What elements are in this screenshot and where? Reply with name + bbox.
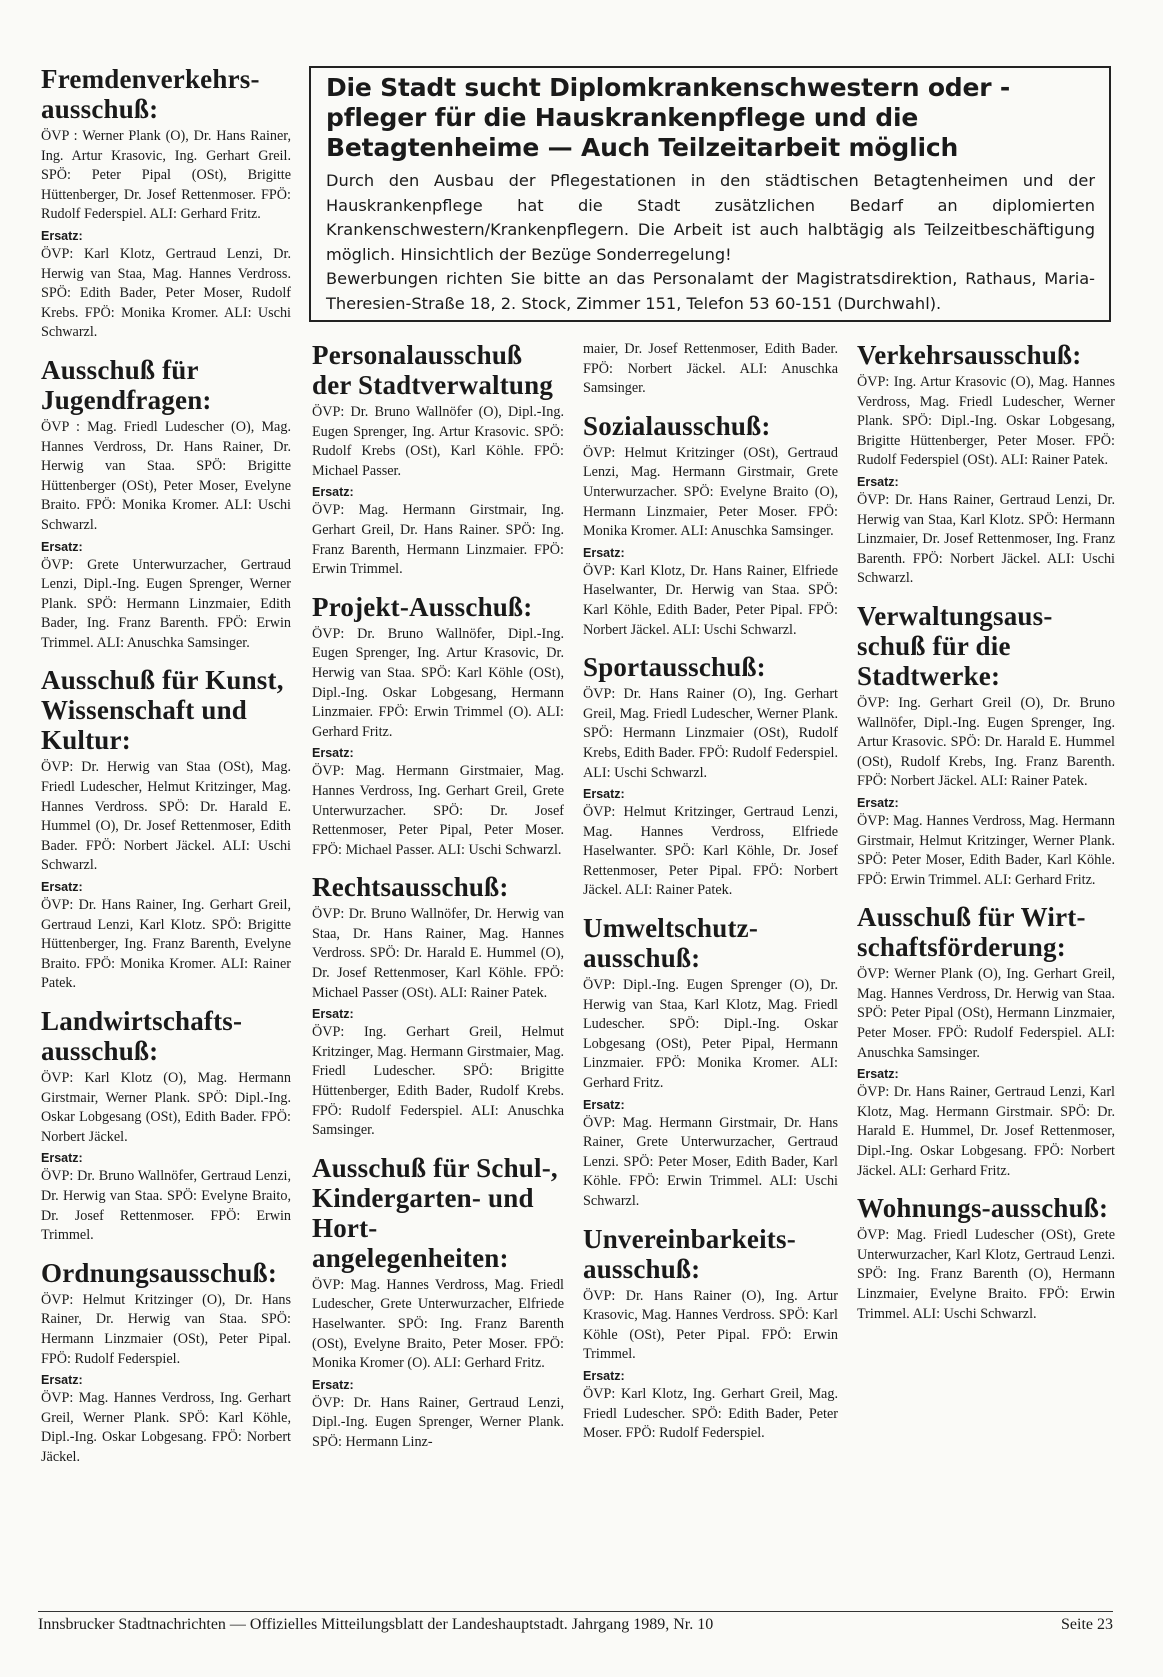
committee-section (41, 355, 291, 654)
footer-rule (38, 1611, 1113, 1612)
committee-section (41, 1258, 291, 1468)
ersatz-members: ÖVP: Mag. Hermann Girstmair, Dr. Hans Rainer, Grete Unterwurzacher, Gertraud Lenzi. SPÖ: Peter Moser, Edith Bader, Karl Köhle. FPÖ: Erwin Trimmel. ALI: Uschi Schwarzl. (583, 1114, 838, 1209)
ersatz-members: ÖVP: Karl Klotz, Ing. Gerhart Greil, Mag. Friedl Ludescher. SPÖ: Edith Bader, Peter Moser. FPÖ: Rudolf Federspiel. (583, 1385, 838, 1442)
committee-members: ÖVP: Dr. Bruno Wallnöfer, Dr. Herwig van Staa, Dr. Hans Rainer, Mag. Hannes Verdross. SPÖ: Dr. Harald E. Hummel (O), Dr. Josef Rettenmoser, Karl Köhle. FPÖ: Michael Passer (OSt). ALI: Rainer Patek. (312, 906, 564, 1001)
committee-members: ÖVP: Helmut Kritzinger (O), Dr. Hans Rainer, Dr. Herwig van Staa. SPÖ: Hermann Linzmaier (OSt), Peter Pipal. FPÖ: Rudolf Federspiel. (41, 1291, 291, 1367)
ersatz-label: Ersatz: (41, 880, 83, 895)
committee-title: Fremdenverkehrs-ausschuß: (41, 64, 260, 124)
notice-headline: Die Stadt sucht Diplomkrankenschwestern oder -pfleger für die Hauskrankenpflege und die Betagtenheime — Auch Teilzeitarbeit möglich (326, 73, 1011, 162)
ersatz-label: Ersatz: (583, 787, 625, 802)
ersatz-members: ÖVP: Ing. Gerhart Greil, Helmut Kritzinger, Mag. Hermann Girstmaier, Mag. Friedl Ludescher. SPÖ: Brigitte Hüttenberger, Edith Bader, Rudolf Krebs. FPÖ: Rudolf Federspiel. ALI: Anuschka Samsinger. (312, 1024, 564, 1139)
committee-section (583, 652, 838, 901)
committee-title: Rechtsausschuß: (312, 872, 509, 903)
committee-section (857, 1193, 1115, 1324)
committee-members: ÖVP: Mag. Friedl Ludescher (OSt), Grete Unterwurzacher, Karl Klotz, Gertraud Lenzi. SPÖ: Ing. Franz Barenth (O), Hermann Linzmaier, Evelyne Braito. FPÖ: Erwin Trimmel. ALI: Uschi Schwarzl. (857, 1227, 1115, 1322)
ersatz-members: ÖVP: Mag. Hannes Verdross, Ing. Gerhart Greil, Werner Plank. SPÖ: Karl Köhle, Dipl.-Ing. Oskar Lobgesang. FPÖ: Norbert Jäckel. (41, 1390, 291, 1465)
committee-title: Sportausschuß: (583, 652, 766, 683)
ersatz-label: Ersatz: (312, 1377, 354, 1392)
committee-section (583, 1224, 838, 1444)
committee-members: ÖVP: Dr. Hans Rainer (O), Ing. Gerhart Greil, Mag. Friedl Ludescher, Werner Plank. SPÖ: Hermann Linzmaier (OSt), Rudolf Krebs, Edith Bader. FPÖ: Rudolf Federspiel. ALI: Uschi Schwarzl. (583, 686, 838, 781)
committee-members: ÖVP: Dipl.-Ing. Eugen Sprenger (O), Dr. Herwig van Staa, Karl Klotz, Mag. Friedl Ludescher. SPÖ: Dipl.-Ing. Oskar Lobgesang (OSt), Peter Pipal, Hermann Linzmaier. FPÖ: Monika Kromer. ALI: Gerhard Fritz. (583, 977, 838, 1092)
committee-members: ÖVP: Dr. Bruno Wallnöfer (O), Dipl.-Ing. Eugen Sprenger, Ing. Artur Krasovic. SPÖ: Rudolf Krebs (OSt), Karl Köhle. FPÖ: Michael Passer. (312, 404, 564, 479)
committee-members: ÖVP: Helmut Kritzinger (OSt), Gertraud Lenzi, Mag. Hermann Girstmair, Grete Unterwurzacher. SPÖ: Evelyne Braito (O), Hermann Linzmaier, Peter Moser. FPÖ: Monika Kromer. ALI: Anuschka Samsinger. (583, 444, 838, 540)
committee-title: Ausschuß für Wirt-schaftsförderung: (857, 902, 1086, 963)
ersatz-label: Ersatz: (312, 485, 354, 500)
ersatz-members: ÖVP: Karl Klotz, Dr. Hans Rainer, Elfriede Haselwanter, Dr. Herwig van Staa. SPÖ: Karl Köhle, Edith Bader, Peter Pipal. FPÖ: Norbert Jäckel. ALI: Uschi Schwarzl. (583, 562, 838, 638)
committee-members: ÖVP: Ing. Artur Krasovic (O), Mag. Hannes Verdross, Mag. Friedl Ludescher, Werner Plank. SPÖ: Dipl.-Ing. Oskar Lobgesang, Brigitte Hüttenberger, Peter Moser. FPÖ: Rudolf Federspiel (OSt). ALI: Rainer Patek. (857, 374, 1115, 469)
committee-section (312, 872, 564, 1141)
committee-section (312, 1153, 564, 1453)
ersatz-label: Ersatz: (312, 746, 354, 761)
column-1 (41, 64, 291, 1480)
committee-title: Umweltschutz-ausschuß: (583, 913, 759, 974)
ersatz-members: ÖVP: Dr. Bruno Wallnöfer, Gertraud Lenzi, Dr. Herwig van Staa. SPÖ: Evelyne Braito, Dr. Josef Rettenmoser. FPÖ: Erwin Trimmel. (41, 1168, 291, 1244)
ersatz-members: ÖVP: Dr. Hans Rainer, Ing. Gerhart Greil, Gertraud Lenzi, Karl Klotz. SPÖ: Brigitte Hüttenberger, Ing. Franz Barenth, Evelyne Braito. FPÖ: Monika Kromer. ALI: Rainer Patek. (41, 897, 291, 992)
ersatz-members: ÖVP: Helmut Kritzinger, Gertraud Lenzi, Mag. Hannes Verdross, Elfriede Haselwanter. SPÖ: Karl Köhle, Dr. Josef Rettenmoser, Peter Pipal. FPÖ: Norbert Jäckel. ALI: Rainer Patek. (583, 804, 838, 899)
committee-members: maier, Dr. Josef Rettenmoser, Edith Bader. FPÖ: Norbert Jäckel. ALI: Anuschka Samsinger. (583, 341, 838, 397)
committee-members: ÖVP : Mag. Friedl Ludescher (O), Mag. Hannes Verdross, Dr. Hans Rainer, Dr. Herwig van Staa. SPÖ: Brigitte Hüttenberger (OSt), Peter Moser, Evelyne Braito. FPÖ: Monika Kromer. ALI: Uschi Schwarzl. (41, 418, 291, 533)
committee-section (857, 340, 1115, 589)
committee-title: Personalausschuß der Stadtverwaltung (312, 340, 554, 400)
committee-title: Wohnungs-ausschuß: (857, 1193, 1109, 1224)
ersatz-label: Ersatz: (857, 795, 899, 810)
committee-title: Verwaltungsaus-schuß für die Stadtwerke: (857, 600, 1053, 691)
committee-members: ÖVP : Werner Plank (O), Dr. Hans Rainer, Ing. Artur Krasovic, Ing. Gerhart Greil. SPÖ: Peter Pipal (OSt), Brigitte Hüttenberger, Dr. Josef Rettenmoser. FPÖ: Rudolf Federspiel. ALI: Gerhard Fritz. (41, 128, 291, 223)
ersatz-members: ÖVP: Mag. Hermann Girstmair, Ing. Gerhart Greil, Dr. Hans Rainer. SPÖ: Ing. Franz Barenth, Hermann Linzmaier. FPÖ: Erwin Trimmel. (312, 502, 564, 578)
committee-title: Unvereinbarkeits-ausschuß: (583, 1223, 796, 1284)
ersatz-label: Ersatz: (583, 1368, 625, 1383)
notice-contact: Bewerbungen richten Sie bitte an das Personalamt der Magistratsdirektion, Rathaus, Maria-Theresien-Straße 18, 2. Stock, Zimmer 151, Telefon 53 60-151 (Durchwahl). (326, 269, 1095, 313)
committee-title: Projekt-Ausschuß: (312, 591, 533, 622)
publication-line: Innsbrucker Stadtnachrichten — Offizielles Mitteilungsblatt der Landeshauptstadt. Jahrgang 1989, Nr. 10 (38, 1616, 714, 1633)
ersatz-label: Ersatz: (312, 1007, 354, 1022)
ersatz-label: Ersatz: (857, 474, 899, 489)
committee-title: Sozialausschuß: (583, 410, 771, 441)
ersatz-members: ÖVP: Dr. Hans Rainer, Gertraud Lenzi, Karl Klotz, Mag. Hermann Girstmair. SPÖ: Dr. Harald E. Hummel, Dr. Josef Rettenmoser, Dipl.-Ing. Oskar Lobgesang. FPÖ: Norbert Jäckel. ALI: Gerhard Fritz. (857, 1084, 1115, 1179)
committee-members: ÖVP: Ing. Gerhart Greil (O), Dr. Bruno Wallnöfer, Dipl.-Ing. Eugen Sprenger, Ing. Artur Krasovic. SPÖ: Dr. Harald E. Hummel (OSt), Rudolf Krebs, Ing. Franz Barenth. FPÖ: Norbert Jäckel. ALI: Rainer Patek. (857, 694, 1115, 790)
committee-title: Verkehrsausschuß: (857, 340, 1082, 370)
page-footer (38, 1614, 1113, 1636)
committee-section (312, 340, 564, 580)
committee-section (41, 1006, 291, 1246)
committee-section (41, 64, 291, 343)
committee-title: Ausschuß für Jugendfragen: (41, 354, 212, 415)
ersatz-members: ÖVP: Grete Unterwurzacher, Gertraud Lenzi, Dipl.-Ing. Eugen Sprenger, Werner Plank. SPÖ: Hermann Linzmaier, Edith Bader, Ing. Franz Barenth. FPÖ: Erwin Trimmel. ALI: Anuschka Samsinger. (41, 556, 291, 651)
ersatz-label: Ersatz: (41, 228, 83, 243)
committee-title: Landwirtschafts-ausschuß: (41, 1006, 243, 1066)
committee-members: ÖVP: Dr. Hans Rainer (O), Ing. Artur Krasovic, Mag. Hannes Verdross. SPÖ: Karl Köhle (OSt), Peter Pipal. FPÖ: Erwin Trimmel. (583, 1287, 838, 1363)
committee-section (857, 601, 1115, 890)
ersatz-label: Ersatz: (41, 1373, 83, 1388)
committee-members: ÖVP: Dr. Bruno Wallnöfer, Dipl.-Ing. Eugen Sprenger, Ing. Artur Krasovic, Dr. Herwig van Staa. SPÖ: Karl Köhle (OSt), Dipl.-Ing. Oskar Lobgesang, Hermann Linzmaier. FPÖ: Erwin Trimmel (O). ALI: Gerhard Fritz. (312, 625, 564, 740)
ersatz-members: ÖVP: Karl Klotz, Gertraud Lenzi, Dr. Herwig van Staa, Mag. Hannes Verdross. SPÖ: Edith Bader, Peter Moser, Rudolf Krebs. FPÖ: Monika Kromer. ALI: Uschi Schwarzl. (41, 245, 291, 341)
page-number: Seite 23 (1061, 1616, 1113, 1633)
committee-members: ÖVP: Dr. Herwig van Staa (OSt), Mag. Friedl Ludescher, Helmut Kritzinger, Mag. Hannes Verdross. SPÖ: Dr. Harald E. Hummel (O), Dr. Josef Rettenmoser, Edith Bader. FPÖ: Norbert Jäckel. ALI: Uschi Schwarzl. (41, 759, 291, 874)
ersatz-members: ÖVP: Mag. Hannes Verdross, Mag. Hermann Girstmair, Helmut Kritzinger, Werner Plank. SPÖ: Peter Moser, Edith Bader, Karl Köhle. FPÖ: Erwin Trimmel. ALI: Gerhard Fritz. (857, 812, 1115, 888)
committee-title: Ausschuß für Schul-, Kindergarten- und Hort-angelegenheiten: (312, 1152, 558, 1273)
committee-members: ÖVP: Mag. Hannes Verdross, Mag. Friedl Ludescher, Grete Unterwurzacher, Elfriede Haselwanter. SPÖ: Ing. Franz Barenth (OSt), Evelyne Braito, Peter Moser. FPÖ: Monika Kromer (O). ALI: Gerhard Fritz. (312, 1276, 564, 1372)
committee-members: ÖVP: Karl Klotz (O), Mag. Hermann Girstmair, Werner Plank. SPÖ: Dipl.-Ing. Oskar Lobgesang (OSt), Edith Bader. FPÖ: Norbert Jäckel. (41, 1070, 291, 1145)
ersatz-members: ÖVP: Dr. Hans Rainer, Gertraud Lenzi, Dipl.-Ing. Eugen Sprenger, Werner Plank. SPÖ: Hermann Linz- (312, 1394, 564, 1450)
ersatz-members: ÖVP: Mag. Hermann Girstmaier, Mag. Hannes Verdross, Ing. Gerhart Greil, Grete Unterwurzacher. SPÖ: Dr. Josef Rettenmoser, Peter Pipal, Peter Moser. FPÖ: Michael Passer. ALI: Uschi Schwarzl. (312, 763, 564, 858)
ersatz-members: ÖVP: Dr. Hans Rainer, Gertraud Lenzi, Dr. Herwig van Staa, Karl Klotz. SPÖ: Hermann Linzmaier, Dr. Josef Rettenmoser, Ing. Franz Barenth. FPÖ: Norbert Jäckel. ALI: Uschi Schwarzl. (857, 491, 1115, 587)
notice-body: Durch den Ausbau der Pflegestationen in den städtischen Betagtenheimen und der Hauskrankenpflege hat die Stadt zusätzlichen Bedarf an diplomierten Krankenschwestern/Krankenpflegern. Die Arbeit ist auch halbtägig als Teilzeitbeschäftigung möglich. Hinsichtlich der Bezüge Sonderregelung! (326, 171, 1095, 264)
column-4 (857, 340, 1115, 1336)
column-3 (583, 340, 838, 1456)
committee-title: Ordnungsausschuß: (41, 1257, 278, 1288)
ersatz-label: Ersatz: (41, 1151, 83, 1166)
committee-section (583, 411, 838, 640)
committee-title: Ausschuß für Kunst, Wissenschaft und Kultur: (41, 665, 284, 756)
column-2 (312, 340, 564, 1465)
committee-members: ÖVP: Werner Plank (O), Ing. Gerhart Greil, Mag. Hannes Verdross, Dr. Herwig van Staa. SPÖ: Peter Pipal (OSt), Hermann Linzmaier, Peter Moser. FPÖ: Rudolf Federspiel. ALI: Anuschka Samsinger. (857, 966, 1115, 1061)
ersatz-label: Ersatz: (857, 1067, 899, 1082)
ersatz-label: Ersatz: (583, 545, 625, 560)
committee-section (41, 665, 291, 994)
committee-section (312, 592, 564, 861)
ersatz-label: Ersatz: (583, 1097, 625, 1112)
ersatz-label: Ersatz: (41, 539, 83, 554)
continued-section (583, 340, 838, 399)
job-notice-box (309, 66, 1111, 322)
committee-section (583, 913, 838, 1212)
committee-section (857, 902, 1115, 1181)
